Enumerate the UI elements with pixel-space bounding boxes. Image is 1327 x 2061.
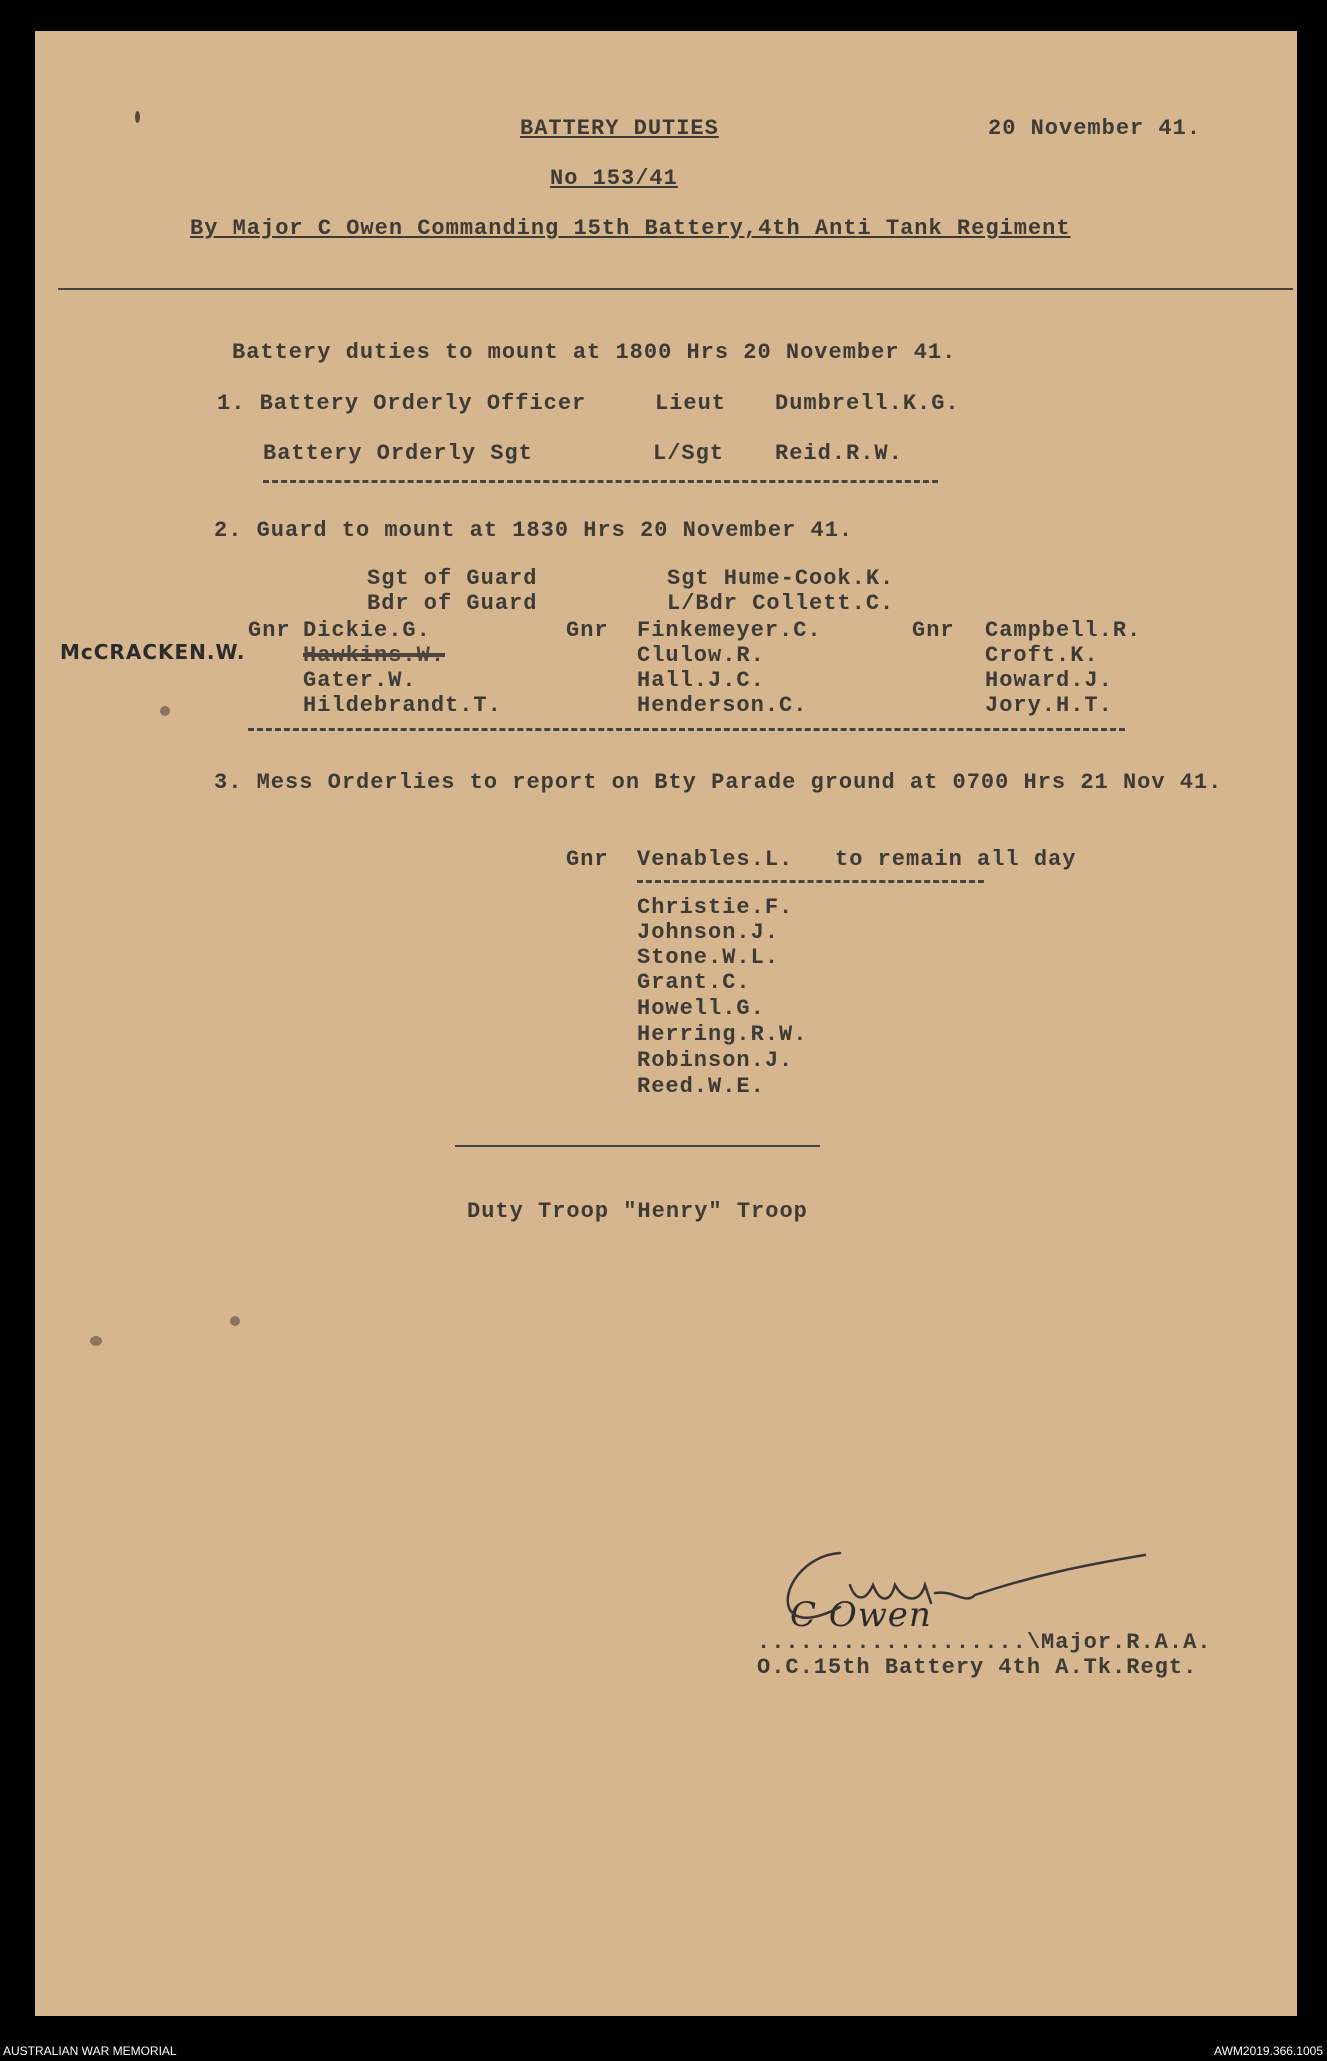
mess-name: Grant.C.	[637, 970, 751, 995]
document-title: BATTERY DUTIES	[520, 116, 719, 141]
signature-dots-line: ...................\Major.R.A.A.	[757, 1630, 1212, 1655]
mess-name: Herring.R.W.	[637, 1022, 808, 1047]
intro-line: Battery duties to mount at 1800 Hrs 20 November 41.	[232, 340, 957, 365]
guard-heading: 2. Guard to mount at 1830 Hrs 20 November 41.	[214, 518, 854, 543]
orderly-sgt-rank: L/Sgt	[653, 441, 725, 466]
gnr-label: Gnr	[912, 618, 955, 643]
pin-hole	[90, 1336, 102, 1346]
orderly-officer-role: 1. Battery Orderly Officer	[217, 391, 587, 416]
pin-hole	[135, 111, 140, 123]
guard-col1-name: Hildebrandt.T.	[303, 693, 502, 718]
guard-col3-name: Jory.H.T.	[985, 693, 1113, 718]
pin-hole	[160, 706, 170, 716]
section-divider	[248, 728, 1125, 731]
gnr-label: Gnr	[566, 618, 609, 643]
orderly-sgt-name: Reid.R.W.	[775, 441, 903, 466]
footer-right: AWM2019.366.1005	[1214, 2044, 1323, 2058]
duty-troop: Duty Troop "Henry" Troop	[467, 1199, 808, 1224]
guard-col1-name-struck: Hawkins.W.	[303, 643, 446, 668]
bdr-of-guard-name: L/Bdr Collett.C.	[667, 591, 895, 616]
section-divider	[263, 480, 938, 483]
guard-col3-name: Campbell.R.	[985, 618, 1142, 643]
mess-name: Stone.W.L.	[637, 945, 780, 970]
mess-name: Reed.W.E.	[637, 1074, 765, 1099]
signature-text: C Owen	[790, 1595, 932, 1635]
guard-col2-name: Clulow.R.	[637, 643, 765, 668]
guard-col3-name: Howard.J.	[985, 668, 1113, 693]
handwritten-replacement: McCRACKEN.W.	[60, 640, 246, 664]
gnr-label: Gnr	[566, 847, 609, 872]
section-divider	[455, 1145, 820, 1147]
mess-name: Johnson.J.	[637, 920, 780, 945]
header-divider	[58, 288, 1293, 290]
order-number: No 153/41	[550, 166, 678, 191]
mess-first-name: Venables.L.	[637, 847, 794, 872]
guard-col2-name: Henderson.C.	[637, 693, 808, 718]
orderly-officer-name: Dumbrell.K.G.	[775, 391, 960, 416]
pin-hole	[230, 1316, 240, 1326]
signature-mark	[745, 1545, 1160, 1630]
mess-first-note: to remain all day	[835, 847, 1077, 872]
bdr-of-guard-label: Bdr of Guard	[367, 591, 538, 616]
gnr-label: Gnr	[248, 618, 291, 643]
section-divider	[637, 880, 984, 883]
guard-col2-name: Finkemeyer.C.	[637, 618, 822, 643]
authority-line: By Major C Owen Commanding 15th Battery,4th Anti Tank Regiment	[190, 216, 1071, 241]
sgt-of-guard-label: Sgt of Guard	[367, 566, 538, 591]
guard-col1-name: Dickie.G.	[303, 618, 431, 643]
mess-heading: 3. Mess Orderlies to report on Bty Parade ground at 0700 Hrs 21 Nov 41.	[214, 770, 1223, 795]
mess-name: Howell.G.	[637, 996, 765, 1021]
orderly-officer-rank: Lieut	[655, 391, 727, 416]
footer-left: AUSTRALIAN WAR MEMORIAL	[3, 2044, 177, 2058]
orderly-sgt-role: Battery Orderly Sgt	[263, 441, 533, 466]
guard-col1-name: Gater.W.	[303, 668, 417, 693]
sgt-of-guard-name: Sgt Hume-Cook.K.	[667, 566, 895, 591]
document-date: 20 November 41.	[988, 116, 1202, 141]
guard-col3-name: Croft.K.	[985, 643, 1099, 668]
mess-name: Christie.F.	[637, 895, 794, 920]
mess-name: Robinson.J.	[637, 1048, 794, 1073]
guard-col2-name: Hall.J.C.	[637, 668, 765, 693]
signature-title: O.C.15th Battery 4th A.Tk.Regt.	[757, 1655, 1198, 1680]
